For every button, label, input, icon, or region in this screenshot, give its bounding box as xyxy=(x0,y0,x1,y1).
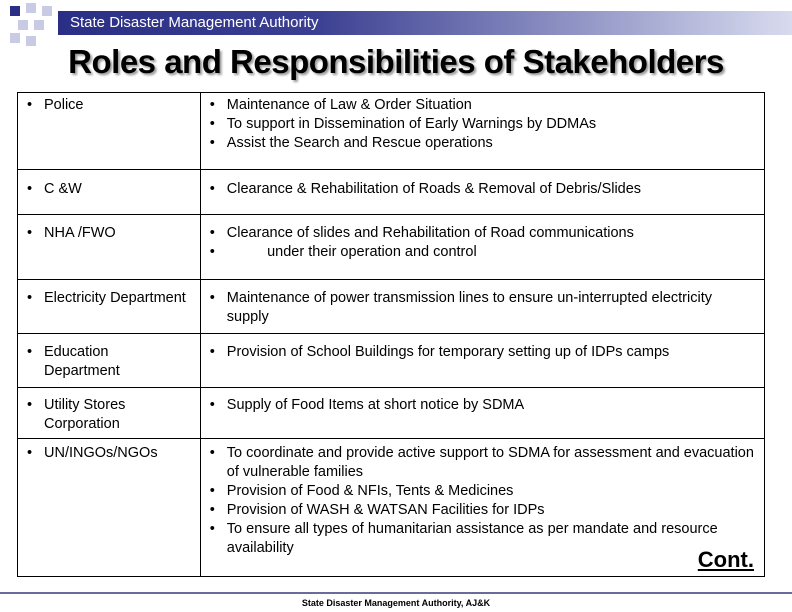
bullet: • xyxy=(27,97,33,113)
list-item xyxy=(201,396,764,415)
role-cell xyxy=(18,439,201,577)
role-cell xyxy=(18,388,201,439)
list-item xyxy=(201,96,764,115)
table-row xyxy=(18,334,765,388)
deco-square xyxy=(18,20,28,30)
responsibility-text: Provision of Food & NFIs, Tents & Medicines xyxy=(226,483,514,499)
bullet: • xyxy=(27,445,33,461)
deco-square xyxy=(34,20,44,30)
deco-square xyxy=(10,6,20,16)
role-cell xyxy=(18,93,201,170)
role-name: Electricity Department xyxy=(44,290,186,306)
table-row xyxy=(18,215,765,280)
bullet: • xyxy=(209,502,215,518)
responsibility-text: Provision of WASH & WATSAN Facilities for IDPs xyxy=(226,502,545,518)
list-item xyxy=(18,343,200,381)
role-name: Education Department xyxy=(44,344,120,379)
footer-divider xyxy=(0,592,792,594)
deco-square xyxy=(42,6,52,16)
bullet: • xyxy=(209,225,215,241)
footer-text: State Disaster Management Authority, AJ&K xyxy=(301,598,491,608)
responsibility-text: To support in Dissemination of Early Warnings by DDMAs xyxy=(226,116,597,132)
bullet: • xyxy=(209,445,215,461)
table-row xyxy=(18,93,765,170)
role-name: Police xyxy=(44,97,84,113)
list-item xyxy=(18,444,200,463)
list-item xyxy=(201,180,764,199)
list-item xyxy=(18,224,200,243)
list-item xyxy=(201,343,764,362)
bullet: • xyxy=(209,521,215,537)
bullet: • xyxy=(209,135,215,151)
responsibility-text: Maintenance of power transmission lines to ensure un-interrupted electricity supply xyxy=(226,290,712,325)
list-item xyxy=(18,180,200,199)
responsibility-cell xyxy=(200,170,764,215)
list-item xyxy=(201,482,764,501)
list-item xyxy=(201,115,764,134)
bullet: • xyxy=(209,97,215,113)
responsibility-cell xyxy=(200,280,764,334)
role-cell xyxy=(18,280,201,334)
bullet: • xyxy=(27,181,33,197)
bullet: • xyxy=(209,483,215,499)
table-row xyxy=(18,280,765,334)
list-item xyxy=(18,396,200,434)
bullet: • xyxy=(27,290,33,306)
responsibility-text: Assist the Search and Rescue operations xyxy=(226,135,493,151)
list-item xyxy=(18,96,200,115)
responsibility-text: To coordinate and provide active support to SDMA for assessment and evacuation of vulnerable families xyxy=(226,445,754,480)
role-cell xyxy=(18,170,201,215)
list-item xyxy=(201,134,764,153)
list-item xyxy=(201,520,764,558)
responsibility-text: Clearance & Rehabilitation of Roads & Removal of Debris/Slides xyxy=(226,181,642,197)
role-name: NHA /FWO xyxy=(44,225,116,241)
role-name: C &W xyxy=(44,181,82,197)
table-row xyxy=(18,388,765,439)
responsibility-text: Clearance of slides and Rehabilitation of Road communications xyxy=(226,225,634,241)
bullet: • xyxy=(27,397,33,413)
responsibility-text: To ensure all types of humanitarian assistance as per mandate and resource availability xyxy=(226,521,718,556)
bullet: • xyxy=(209,344,215,360)
list-item xyxy=(201,224,764,243)
table-row xyxy=(18,439,765,577)
page-title: Roles and Responsibilities of Stakeholders xyxy=(68,43,724,80)
responsibility-text: Maintenance of Law & Order Situation xyxy=(226,97,472,113)
roles-table xyxy=(17,92,765,577)
bullet: • xyxy=(27,225,33,241)
responsibility-text: Supply of Food Items at short notice by SDMA xyxy=(226,397,525,413)
role-name: Utility Stores Corporation xyxy=(44,397,126,432)
header-title: State Disaster Management Authority xyxy=(70,14,319,31)
responsibility-cell xyxy=(200,93,764,170)
responsibility-cell xyxy=(200,334,764,388)
list-item xyxy=(201,243,764,262)
bullet: • xyxy=(209,116,215,132)
bullet: • xyxy=(209,290,215,306)
continued-label: Cont. xyxy=(697,547,754,572)
list-item xyxy=(18,289,200,308)
bullet: • xyxy=(209,397,215,413)
responsibility-cell xyxy=(200,439,764,577)
bullet: • xyxy=(209,244,215,260)
responsibility-text: Provision of School Buildings for temporary setting up of IDPs camps xyxy=(226,344,670,360)
responsibility-cell xyxy=(200,388,764,439)
role-cell xyxy=(18,334,201,388)
role-cell xyxy=(18,215,201,280)
bullet: • xyxy=(27,344,33,360)
list-item xyxy=(201,289,764,327)
bullet: • xyxy=(209,181,215,197)
deco-square xyxy=(26,3,36,13)
table-row xyxy=(18,170,765,215)
list-item xyxy=(201,444,764,482)
responsibility-text: under their operation and control xyxy=(226,244,477,260)
list-item xyxy=(201,501,764,520)
responsibility-cell xyxy=(200,215,764,280)
role-name: UN/INGOs/NGOs xyxy=(44,445,158,461)
